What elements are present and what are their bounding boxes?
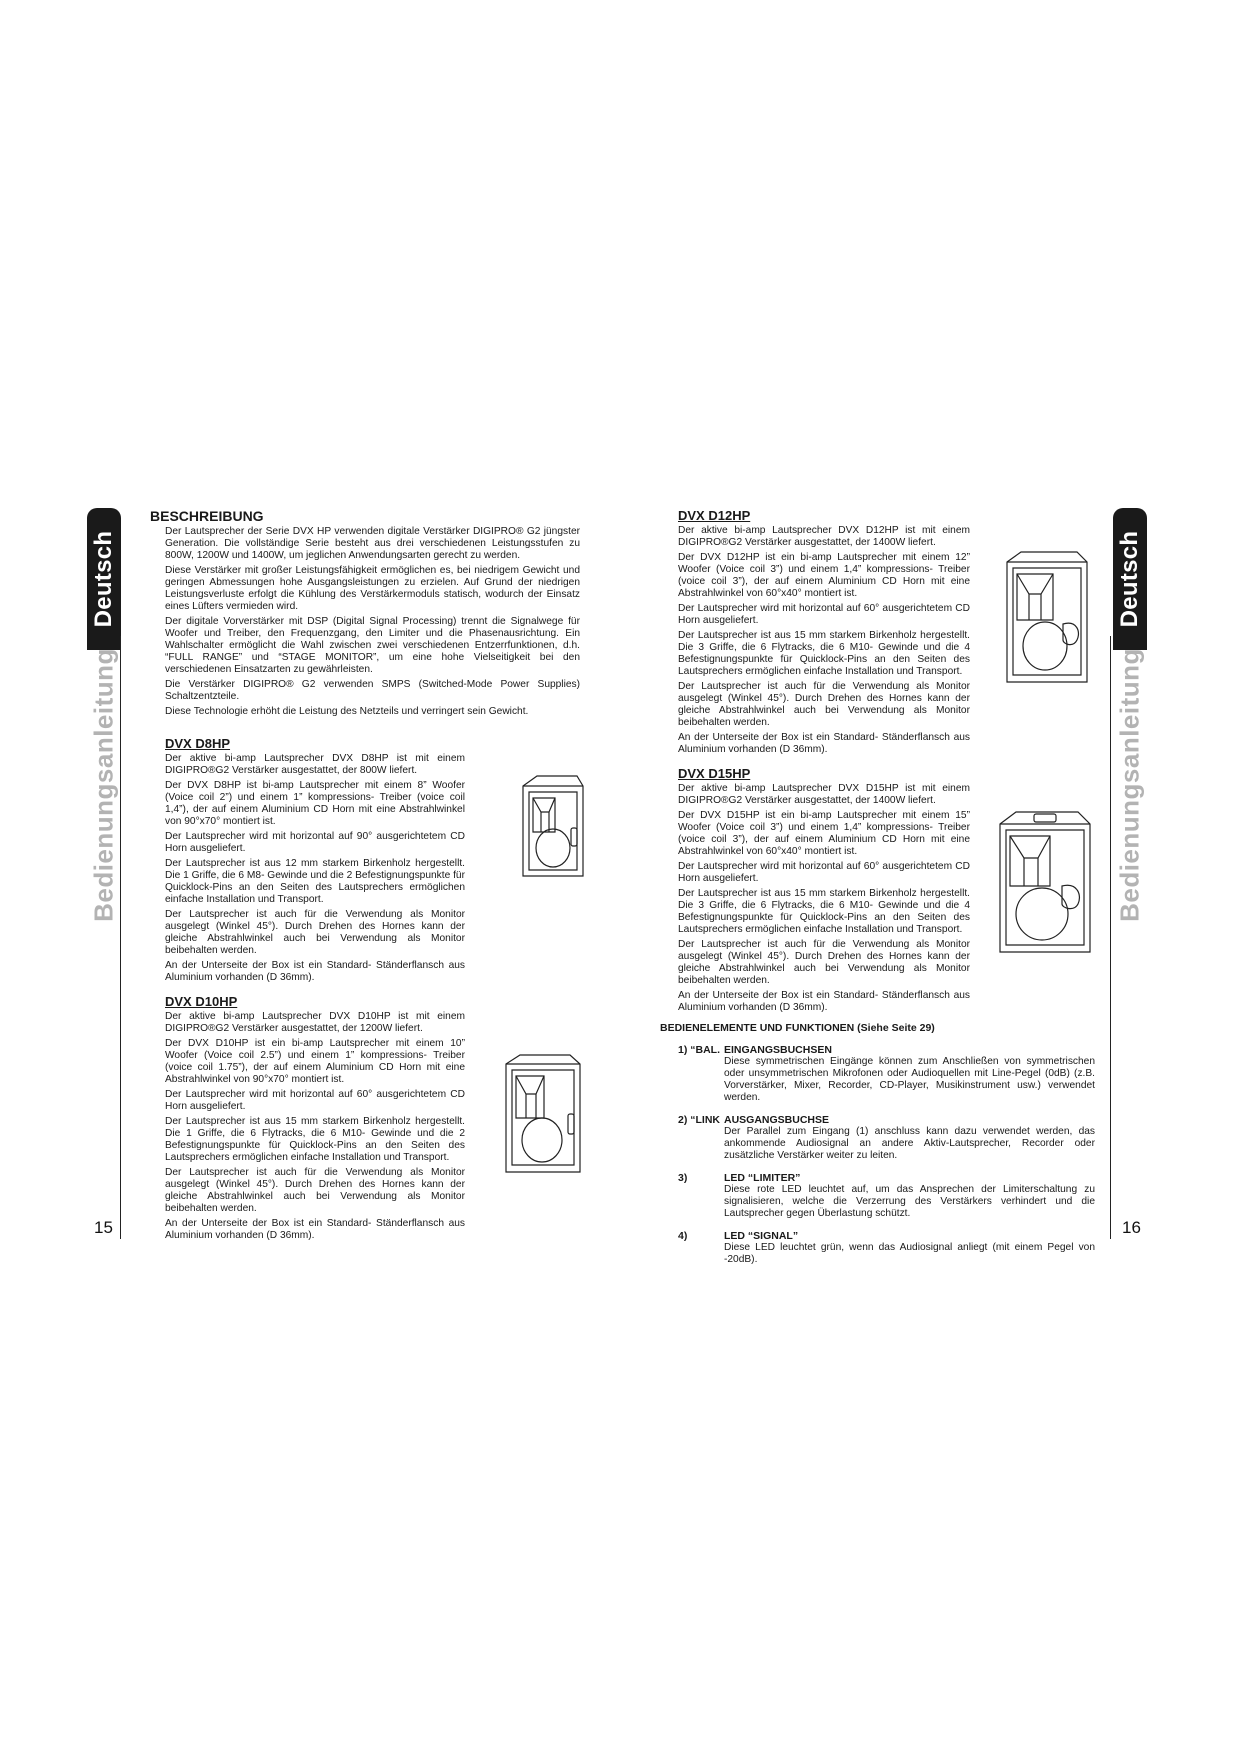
d10hp-heading: DVX D10HP bbox=[165, 994, 238, 1009]
paragraph: An der Unterseite der Box ist ein Standard- Ständerflansch aus Aluminium vorhanden (D 36mm). bbox=[165, 960, 465, 983]
paragraph: Der DVX D8HP ist bi-amp Lautsprecher mit einem 8” Woofer (Voice coil 2”) und einem 1” kompressions- Treiber (voice coil 1,4”), der auf einem Aluminium CD Horn mit eine Abstrahlwinkel von 90°x70° montiert ist. bbox=[165, 780, 465, 827]
control-item-desc: Diese symmetrischen Eingänge können zum Anschließen von symmetrischen oder unsymmetrischen Mikrofonen oder Audioquellen mit Line-Pegel (0dB) (z.B. Vorverstärker, Mixer, Recorder, CD-Player, Musikinstrument usw.) verwendet werden. bbox=[724, 1056, 1095, 1103]
paragraph: Der aktive bi-amp Lautsprecher DVX D15HP ist mit einem DIGIPRO®G2 Verstärker ausgestattet, der 1400W liefert. bbox=[678, 783, 970, 806]
paragraph: Der DVX D10HP ist ein bi-amp Lautsprecher mit einem 10” Woofer (Voice coil 2.5”) und einem 1” kompressions- Treiber (voice coil 1.75”), der auf einem Aluminium CD Horn mit eine Abstrahlwinkel von 90°x70° montiert ist. bbox=[165, 1038, 465, 1085]
beschreibung-heading: BESCHREIBUNG bbox=[150, 508, 264, 524]
control-item-title: LED “LIMITER” bbox=[724, 1172, 801, 1184]
d12hp-section bbox=[678, 510, 970, 759]
control-item-number: 4) bbox=[678, 1230, 688, 1242]
page-margin-line-right bbox=[1110, 636, 1111, 1239]
language-tab-label: Deutsch bbox=[90, 530, 117, 628]
language-tab-right bbox=[1113, 508, 1147, 650]
paragraph: Der Lautsprecher ist auch für die Verwendung als Monitor ausgelegt (Winkel 45°). Durch Drehen des Hornes kann der gleiche Abstrahlwinkel auch bei Verwendung als Monitor beibehalten werden. bbox=[165, 1167, 465, 1214]
paragraph: Der Lautsprecher ist aus 15 mm starkem Birkenholz hergestellt. Die 1 Griffe, die 6 Flytracks, die 6 M10- Gewinde und die 2 Befestignungspunkte für Quicklock-Pins an den Seiten des Lautsprechers ermöglichen einfache Installation und Transport. bbox=[165, 1116, 465, 1163]
control-item bbox=[678, 1044, 1095, 1104]
paragraph: Der Lautsprecher wird mit horizontal auf 60° ausgerichtetem CD Horn ausgeliefert. bbox=[678, 603, 970, 626]
control-item bbox=[678, 1114, 1095, 1162]
control-item-desc: Diese LED leuchtet grün, wenn das Audiosignal anliegt (mit einem Pegel von -20dB). bbox=[724, 1242, 1095, 1265]
control-item bbox=[678, 1230, 1095, 1266]
paragraph: Der aktive bi-amp Lautsprecher DVX D10HP ist mit einem DIGIPRO®G2 Verstärker ausgestattet, der 1200W liefert. bbox=[165, 1011, 465, 1034]
controls-heading: BEDIENELEMENTE UND FUNKTIONEN (Siehe Seite 29) bbox=[660, 1022, 935, 1034]
speaker-d10hp-illustration bbox=[500, 1052, 584, 1177]
d8hp-section bbox=[165, 738, 465, 987]
manual-tab-label: Bedienungsanleitung bbox=[1114, 648, 1145, 922]
controls-section bbox=[660, 1022, 1095, 1276]
d12hp-heading: DVX D12HP bbox=[678, 508, 751, 523]
paragraph: Der DVX D15HP ist ein bi-amp Lautsprecher mit einem 15” Woofer (Voice coil 3”) und einem 1,4” kompressions- Treiber (voice coil 3”), der auf einem Aluminium CD Horn mit eine Abstrahlwinkel von 60°x40° montiert ist. bbox=[678, 810, 970, 857]
paragraph: Der DVX D12HP ist ein bi-amp Lautsprecher mit einem 12” Woofer (Voice coil 3”) und einem 1,4” kompressions- Treiber (voice coil 3”), der auf einem Aluminium CD Horn mit eine Abstrahlwinkel von 60°x40° montiert ist. bbox=[678, 552, 970, 599]
d10hp-section bbox=[165, 996, 465, 1245]
paragraph: Der aktive bi-amp Lautsprecher DVX D12HP ist mit einem DIGIPRO®G2 Verstärker ausgestattet, der 1400W liefert. bbox=[678, 525, 970, 548]
paragraph: Der aktive bi-amp Lautsprecher DVX D8HP ist mit einem DIGIPRO®G2 Verstärker ausgestattet, der 800W liefert. bbox=[165, 753, 465, 776]
speaker-d15hp-illustration bbox=[996, 808, 1094, 958]
language-tab-left bbox=[87, 508, 121, 650]
manual-tab-right bbox=[1113, 648, 1147, 922]
control-item-desc: Der Parallel zum Eingang (1) anschluss kann dazu verwendet werden, das ankommende Audiosignal an andere Aktiv-Lautsprecher, Recorder oder zusätzliche Verstärker weiter zu leiten. bbox=[724, 1126, 1095, 1161]
paragraph: Der Lautsprecher wird mit horizontal auf 90° ausgerichtetem CD Horn ausgeliefert. bbox=[165, 831, 465, 854]
speaker-d8hp-illustration bbox=[515, 772, 587, 882]
paragraph: Der Lautsprecher wird mit horizontal auf 60° ausgerichtetem CD Horn ausgeliefert. bbox=[678, 861, 970, 884]
paragraph: Der Lautsprecher der Serie DVX HP verwenden digitale Verstärker DIGIPRO® G2 jüngster Generation. Die vollständige Serie besteht aus drei verschiedenen Leistungsstufen zu 800W, 1200W und 1400W, um jeglichen Anwendungsarten gerecht zu werden. bbox=[165, 526, 580, 561]
paragraph: Der Lautsprecher wird mit horizontal auf 60° ausgerichtetem CD Horn ausgeliefert. bbox=[165, 1089, 465, 1112]
d8hp-heading: DVX D8HP bbox=[165, 736, 231, 751]
page-margin-line-left bbox=[120, 636, 121, 1239]
control-item-title: AUSGANGSBUCHSE bbox=[724, 1114, 830, 1126]
d15hp-heading: DVX D15HP bbox=[678, 766, 751, 781]
paragraph: Der Lautsprecher ist auch für die Verwendung als Monitor ausgelegt (Winkel 45°). Durch Drehen des Hornes kann der gleiche Abstrahlwinkel auch bei Verwendung als Monitor beibehalten werden. bbox=[678, 681, 970, 728]
paragraph: Der Lautsprecher ist auch für die Verwendung als Monitor ausgelegt (Winkel 45°). Durch Drehen des Hornes kann der gleiche Abstrahlwinkel auch bei Verwendung als Monitor beibehalten werden. bbox=[165, 909, 465, 956]
language-tab-label: Deutsch bbox=[1116, 530, 1143, 628]
control-item-title: EINGANGSBUCHSEN bbox=[724, 1044, 832, 1056]
paragraph: Die Verstärker DIGIPRO® G2 verwenden SMPS (Switched-Mode Power Supplies) Schaltzentzteile. bbox=[165, 679, 580, 702]
paragraph: Der Lautsprecher ist aus 12 mm starkem Birkenholz hergestellt. Die 1 Griffe, die 6 M8- Gewinde und die 2 Befestignungspunkte für Quicklock-Pins an den Seiten des Lautsprechers ermöglichen einfache Installation und Transport. bbox=[165, 858, 465, 905]
paragraph: Der Lautsprecher ist aus 15 mm starkem Birkenholz hergestellt. Die 3 Griffe, die 6 Flytracks, die 6 M10- Gewinde und die 4 Befestignungspunkte für Quicklock-Pins an den Seiten des Lautsprechers ermöglichen einfache Installation und Transport. bbox=[678, 888, 970, 935]
page-number-left: 15 bbox=[94, 1218, 113, 1237]
speaker-d12hp-illustration bbox=[1003, 548, 1091, 688]
paragraph: Der digitale Vorverstärker mit DSP (Digital Signal Processing) trennt die Signalwege für Woofer und Treiber, den Frequenzgang, den Limiter und die Phasenausrichtung. Ein Wahlschalter ermöglicht die Wahl zwischen zwei verschiedenen Entzerrfunktionen, d.h. “FULL RANGE” und “STAGE MONITOR”, um eine hohe Vielseitigkeit bei den verschiedenen Einsatzarten zu gewährleisten. bbox=[165, 616, 580, 675]
manual-tab-label: Bedienungsanleitung bbox=[88, 648, 119, 922]
d15hp-section bbox=[678, 768, 970, 1017]
control-item-number: 3) bbox=[678, 1172, 688, 1184]
control-item bbox=[678, 1172, 1095, 1220]
paragraph: Der Lautsprecher ist aus 15 mm starkem Birkenholz hergestellt. Die 3 Griffe, die 6 Flytracks, die 6 M10- Gewinde und die 4 Befestignungspunkte für Quicklock-Pins an den Seiten des Lautsprechers ermöglichen einfache Installation und Transport. bbox=[678, 630, 970, 677]
control-item-number: 1) “BAL. bbox=[678, 1044, 720, 1056]
paragraph: Diese Technologie erhöht die Leistung des Netzteils und verringert sein Gewicht. bbox=[165, 706, 529, 717]
control-item-number: 2) “LINK bbox=[678, 1114, 720, 1126]
beschreibung-section bbox=[150, 510, 580, 721]
paragraph: An der Unterseite der Box ist ein Standard- Ständerflansch aus Aluminium vorhanden (D 36mm). bbox=[678, 732, 970, 755]
page-number-right: 16 bbox=[1122, 1218, 1141, 1237]
paragraph: An der Unterseite der Box ist ein Standard- Ständerflansch aus Aluminium vorhanden (D 36mm). bbox=[165, 1218, 465, 1241]
control-item-title: LED “SIGNAL” bbox=[724, 1230, 799, 1242]
paragraph: Der Lautsprecher ist auch für die Verwendung als Monitor ausgelegt (Winkel 45°). Durch Drehen des Hornes kann der gleiche Abstrahlwinkel auch bei Verwendung als Monitor beibehalten werden. bbox=[678, 939, 970, 986]
paragraph: An der Unterseite der Box ist ein Standard- Ständerflansch aus Aluminium vorhanden (D 36mm). bbox=[678, 990, 970, 1013]
control-item-desc: Diese rote LED leuchtet auf, um das Ansprechen der Limiterschaltung zu signalisieren, welche die Verzerrung des Verstärkers verhindert und die Lautsprecher gegen Überlastung schützt. bbox=[724, 1184, 1095, 1219]
manual-tab-left bbox=[87, 648, 121, 922]
paragraph: Diese Verstärker mit großer Leistungsfähigkeit ermöglichen es, bei niedrigem Gewicht und geringen Abmessungen hohe Ausgangsleistungen zu erzielen. Auf Grund der niedrigen Leistungsverluste erfolgt die Kühlung des Verstärkermoduls statisch, wodurch der Einsatz eines Lüfters vermieden wird. bbox=[165, 565, 580, 612]
